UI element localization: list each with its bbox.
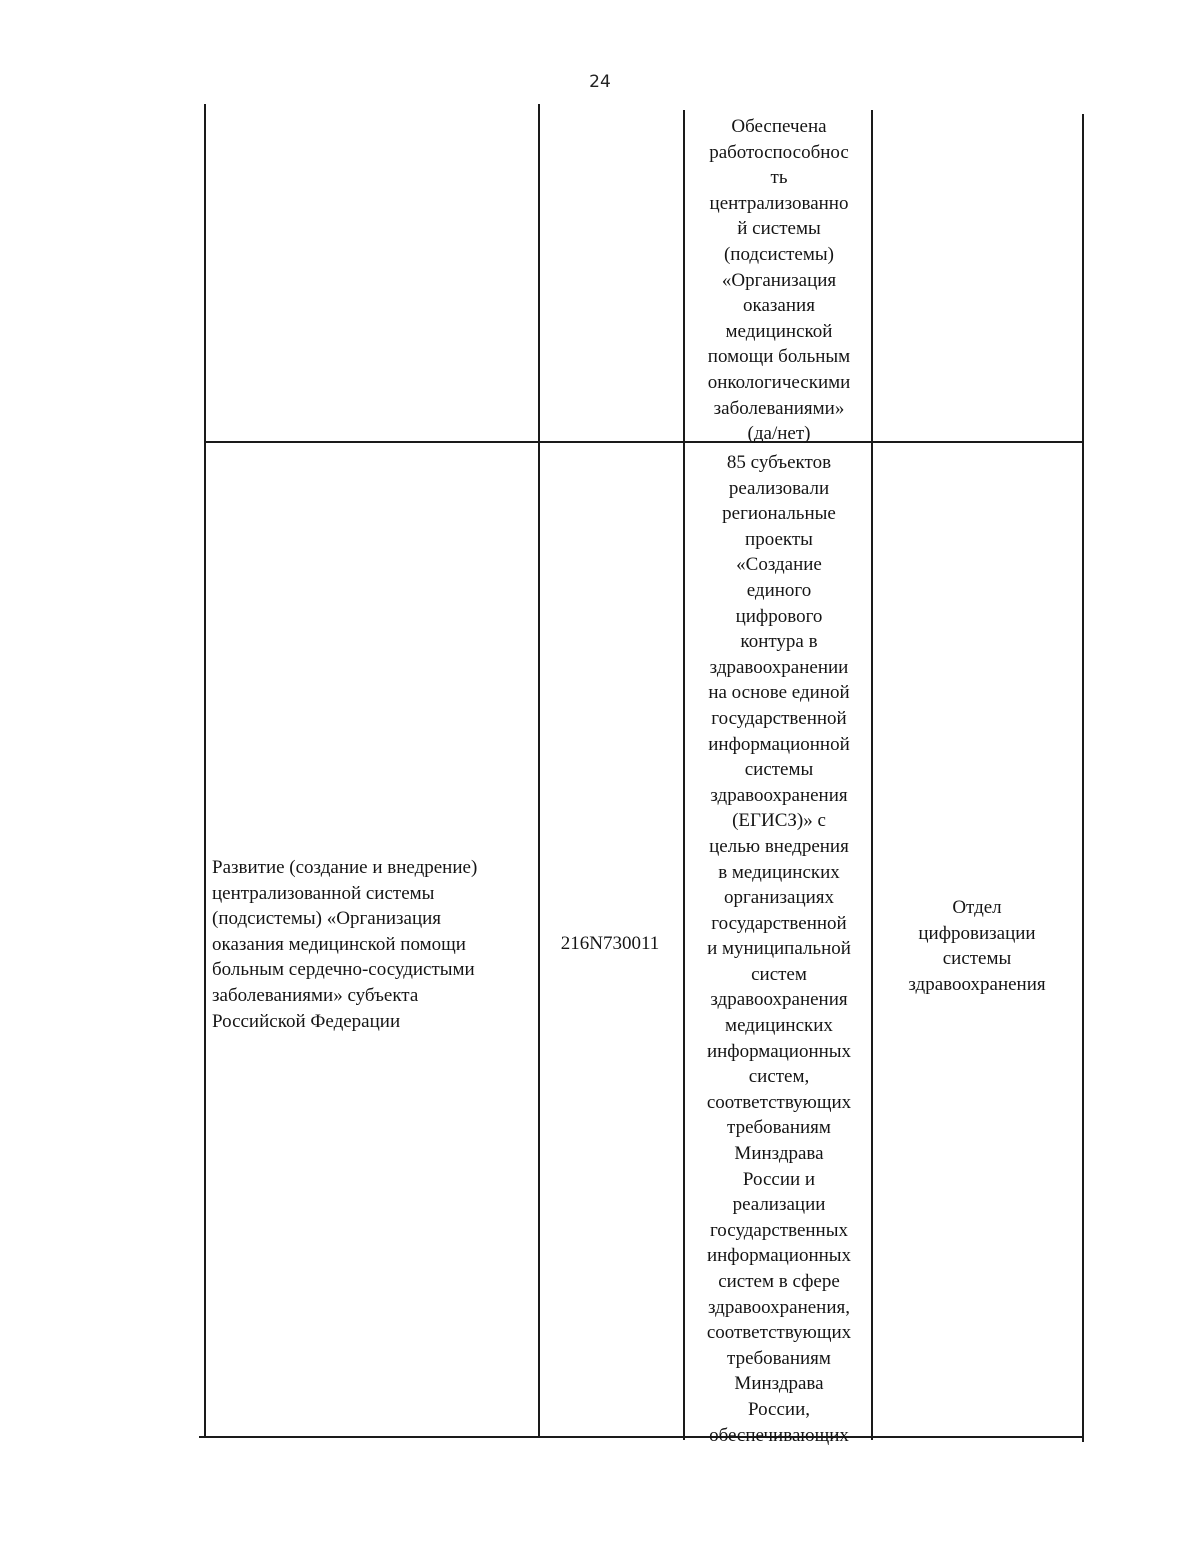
row1-result-line: работоспособнос <box>709 141 849 163</box>
row2-result-line: медицинских <box>725 1015 833 1037</box>
row1-result-line: й системы <box>737 218 821 240</box>
table-border-bottom <box>199 1436 1082 1438</box>
row2-name-line: оказания медицинской помощи <box>212 933 466 955</box>
page-number: 24 <box>589 72 611 92</box>
row2-result-line: соответствующих <box>706 1091 852 1113</box>
row2-result-line: и муниципальной <box>707 938 851 960</box>
row2-result-line: информационных <box>706 1040 852 1062</box>
row1-result-line: Обеспечена <box>731 116 827 137</box>
row2-result-line: систем <box>751 963 807 985</box>
row2-result-cell <box>686 450 872 1448</box>
row1-result-line: ть <box>770 167 788 189</box>
row2-responsible-line: системы <box>942 948 1012 970</box>
row2-responsible-line: Отдел <box>952 897 1002 918</box>
row1-result-line: (подсистемы) <box>723 243 834 265</box>
table-row-divider <box>204 441 1084 443</box>
row2-result-line: в медицинских <box>718 861 840 883</box>
row1-result-line: «Организация <box>721 269 837 291</box>
row2-result-line: соответствующих <box>706 1322 852 1344</box>
row2-result-line: систем в сфере <box>718 1271 840 1292</box>
row2-result-line: «Создание <box>736 554 822 576</box>
row1-result-line: (да/нет) <box>747 423 811 445</box>
row1-result-line: централизованно <box>709 192 849 214</box>
row2-result-line: реализовали <box>728 477 830 499</box>
row2-result-line: здравоохранения <box>710 784 848 806</box>
row2-result-line: Минздрава <box>734 1143 824 1165</box>
row2-result-line: системы <box>744 759 814 781</box>
row1-result-line: помощи больным <box>707 346 851 368</box>
row2-result-line: 85 субъектов <box>726 452 832 473</box>
row1-result-line: онкологическими <box>707 371 851 393</box>
row2-result-line: России и <box>742 1168 816 1190</box>
row2-result-line: требованиям <box>727 1347 831 1369</box>
row1-result-line: оказания <box>743 295 815 317</box>
row2-responsible-line: цифровизации <box>918 922 1036 944</box>
row2-result-line: проекты <box>745 528 813 550</box>
row1-result-line: медицинской <box>725 320 833 342</box>
row2-responsible-cell <box>874 895 1080 997</box>
row1-result-line: заболеваниями» <box>713 397 845 419</box>
row2-result-line: обеспечивающих <box>709 1424 849 1446</box>
row2-name-line: централизованной системы <box>212 882 435 904</box>
row2-result-line: организациях <box>723 887 835 909</box>
row2-result-line: Минздрава <box>734 1373 824 1395</box>
row1-result-cell <box>686 114 872 447</box>
row2-name-line: Развитие (создание и внедрение) <box>212 857 478 878</box>
row2-name-line: (подсистемы) «Организация <box>212 908 442 930</box>
row2-result-line: здравоохранении <box>709 656 849 678</box>
row2-code-cell: 216N730011 <box>560 933 660 954</box>
row2-name-line: Российской Федерации <box>212 1010 401 1032</box>
table-divider-col1 <box>538 104 540 1438</box>
row2-name-cell <box>212 855 532 1034</box>
row2-result-line: России, <box>747 1398 811 1420</box>
row2-result-line: здравоохранения <box>710 989 848 1011</box>
row2-result-line: (ЕГИСЗ)» с <box>732 810 826 832</box>
row2-result-line: требованиям <box>727 1117 831 1139</box>
row2-result-line: цифрового <box>735 605 823 627</box>
row2-result-line: контура в <box>740 631 818 653</box>
row2-result-line: информационной <box>708 733 850 755</box>
row2-result-line: государственной <box>711 912 847 934</box>
row2-result-line: государственных <box>709 1219 848 1241</box>
row2-result-line: единого <box>746 579 812 601</box>
row2-result-line: региональные <box>722 503 836 525</box>
row2-result-line: информационных <box>706 1245 852 1267</box>
row2-result-line: здравоохранения, <box>708 1296 850 1318</box>
row2-result-line: на основе единой <box>708 682 850 704</box>
row2-result-line: систем, <box>748 1066 810 1088</box>
row2-name-line: заболеваниями» субъекта <box>212 984 419 1006</box>
table-border-left <box>204 104 206 1438</box>
table-divider-col2 <box>683 110 685 1440</box>
row2-name-line: больным сердечно-сосудистыми <box>212 959 475 981</box>
table-border-right <box>1082 114 1084 1442</box>
row2-responsible-line: здравоохранения <box>908 973 1046 995</box>
row2-result-line: целью внедрения <box>709 835 849 857</box>
row2-result-line: реализации <box>732 1194 826 1216</box>
row2-result-line: государственной <box>711 707 847 729</box>
